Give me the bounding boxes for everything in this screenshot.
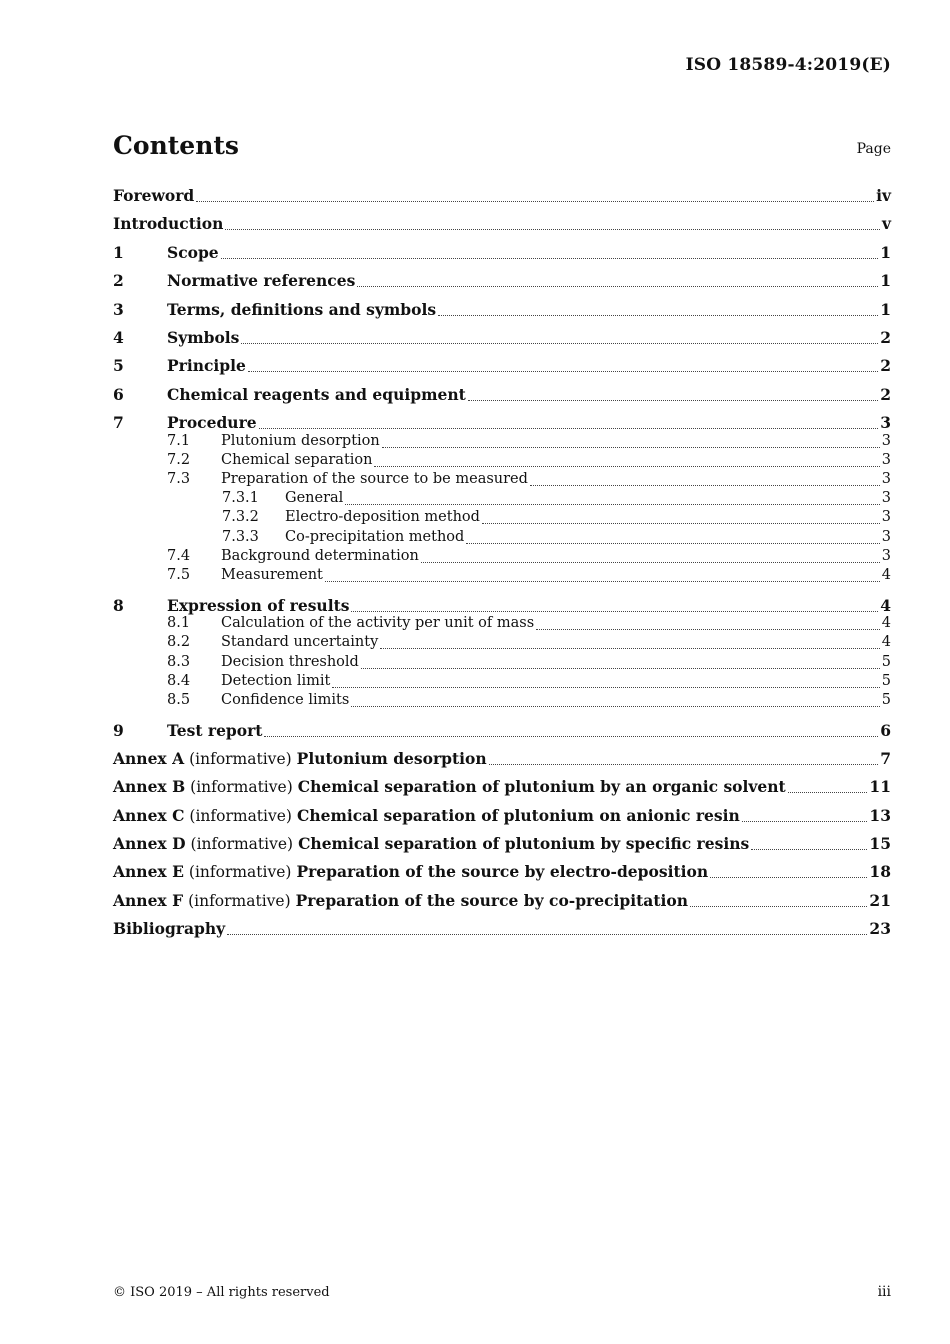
toc-entry-7-2[interactable]: [113, 452, 891, 471]
toc-title: Test report: [167, 721, 263, 740]
dot-leader: [357, 286, 878, 287]
dot-leader: [374, 466, 879, 467]
toc-entry-8-3[interactable]: [113, 654, 891, 673]
dot-leader: [530, 485, 880, 486]
toc-title: Principle: [167, 356, 246, 375]
dot-leader: [421, 562, 880, 563]
dot-leader: [742, 821, 868, 822]
toc-entry-annex-d[interactable]: [113, 834, 891, 854]
toc-page: 23: [869, 919, 891, 938]
toc-title: Procedure: [167, 413, 257, 432]
toc-page: 3: [881, 529, 891, 545]
toc-title: Preparation of the source to be measured: [221, 471, 528, 487]
annex-informative: (informative): [188, 863, 292, 881]
toc-page: 1: [880, 300, 891, 319]
annex-label: Annex A: [113, 749, 185, 768]
toc-title: Co-precipitation method: [285, 529, 465, 545]
toc-entry-7-3-1[interactable]: [113, 490, 891, 509]
toc-title: Chemical separation of plutonium on anionic resin: [296, 806, 740, 825]
toc-title: Symbols: [167, 328, 240, 347]
annex-label: Annex C: [113, 806, 185, 825]
toc-entry-normative-references[interactable]: [113, 271, 891, 291]
toc-page: v: [881, 214, 891, 233]
toc-entry-annex-c[interactable]: [113, 806, 891, 826]
toc-page: 3: [881, 490, 891, 506]
toc-entry-scope[interactable]: [113, 243, 891, 263]
dot-leader: [332, 687, 879, 688]
toc-number: 8.3: [167, 654, 191, 670]
annex-label: Annex D: [113, 834, 186, 853]
toc-entry-introduction[interactable]: [113, 214, 891, 234]
toc-number: 8.4: [167, 673, 191, 689]
toc-entry-bibliography[interactable]: [113, 919, 891, 939]
toc-number: 8.5: [167, 692, 191, 708]
toc-page: 3: [880, 413, 891, 432]
toc-entry-7-4[interactable]: [113, 548, 891, 567]
dot-leader: [751, 849, 867, 850]
toc-number: 9: [113, 721, 124, 740]
dot-leader: [345, 504, 879, 505]
toc-page: 4: [881, 615, 891, 631]
dot-leader: [788, 792, 868, 793]
dot-leader: [482, 523, 880, 524]
toc-title: Introduction: [113, 214, 224, 233]
toc-entry-7-1[interactable]: [113, 433, 891, 452]
footer-copyright: © ISO 2019 – All rights reserved: [113, 1285, 330, 1300]
toc-number: 7.3: [167, 471, 191, 487]
toc-number: 1: [113, 243, 124, 262]
toc-number: 5: [113, 356, 124, 375]
toc-number: 3: [113, 300, 124, 319]
toc-number: 8: [113, 596, 124, 615]
toc-entry-annex-a[interactable]: [113, 749, 891, 769]
toc-page: 3: [881, 433, 891, 449]
toc-page: 21: [869, 891, 891, 910]
dot-leader: [196, 201, 874, 202]
dot-leader: [248, 371, 878, 372]
annex-label: Annex E: [113, 862, 184, 881]
toc-title: Confidence limits: [221, 692, 350, 708]
toc-entry-8-5[interactable]: [113, 692, 891, 711]
toc-title: Electro-deposition method: [285, 509, 480, 525]
dot-leader: [259, 428, 879, 429]
dot-leader: [710, 877, 867, 878]
dot-leader: [536, 629, 880, 630]
annex-informative: (informative): [189, 807, 292, 825]
toc-entry-expression-of-results[interactable]: [113, 596, 891, 616]
contents-heading: Contents: [113, 131, 240, 160]
dot-leader: [227, 934, 867, 935]
toc-page: 2: [880, 328, 891, 347]
toc-number: 8.2: [167, 634, 191, 650]
dot-leader: [438, 315, 878, 316]
toc-number: 7.3.2: [222, 509, 259, 525]
toc-page: 4: [881, 567, 891, 583]
annex-informative: (informative): [188, 892, 291, 910]
dot-leader: [489, 764, 879, 765]
toc-page: 1: [880, 243, 891, 262]
annex-informative: (informative): [190, 778, 293, 796]
toc-page: 2: [880, 385, 891, 404]
toc-title: Measurement: [221, 567, 323, 583]
toc-entry-test-report[interactable]: [113, 721, 891, 741]
dot-leader: [264, 736, 878, 737]
toc-entry-8-2[interactable]: [113, 634, 891, 653]
toc-entry-annex-e[interactable]: [113, 862, 891, 882]
toc-title: Background determination: [221, 548, 419, 564]
toc-page: 11: [869, 777, 891, 796]
toc-number: 7.3.3: [222, 529, 259, 545]
toc-page: 13: [869, 806, 891, 825]
toc-title: Terms, definitions and symbols: [167, 300, 437, 319]
dot-leader: [351, 706, 879, 707]
toc-title: Decision threshold: [221, 654, 359, 670]
toc-title: Plutonium desorption: [221, 433, 380, 449]
annex-label: Annex F: [113, 891, 184, 910]
toc-title: Expression of results: [167, 596, 350, 615]
toc-entry-7-5[interactable]: [113, 567, 891, 586]
toc-title: General: [285, 490, 344, 506]
dot-leader: [351, 611, 878, 612]
toc-page: 5: [881, 692, 891, 708]
toc-page: 7: [880, 749, 891, 768]
toc-page: 2: [880, 356, 891, 375]
dot-leader: [225, 229, 880, 230]
footer-page-number: iii: [877, 1284, 891, 1300]
toc-entry-principle[interactable]: [113, 356, 891, 376]
toc-page: 4: [880, 596, 891, 615]
toc-number: 7.4: [167, 548, 191, 564]
toc-page: 5: [881, 654, 891, 670]
dot-leader: [690, 906, 867, 907]
toc-page: 6: [880, 721, 891, 740]
toc-entry-7-3[interactable]: [113, 471, 891, 490]
toc-page: 1: [880, 271, 891, 290]
toc-entry-chemical-reagents[interactable]: [113, 385, 891, 405]
toc-title: Foreword: [113, 186, 195, 205]
annex-informative: (informative): [189, 750, 292, 768]
dot-leader: [466, 543, 879, 544]
toc-page: 18: [869, 862, 891, 881]
toc-entry-8-4[interactable]: [113, 673, 891, 692]
toc-number: 6: [113, 385, 124, 404]
toc-entry-8-1[interactable]: [113, 615, 891, 634]
toc-number: 8.1: [167, 615, 191, 631]
toc-entry-symbols[interactable]: [113, 328, 891, 348]
dot-leader: [241, 343, 878, 344]
toc-entry-foreword[interactable]: [113, 186, 891, 206]
toc-number: 4: [113, 328, 124, 347]
toc-page: iv: [876, 186, 891, 205]
dot-leader: [221, 258, 879, 259]
toc-number: 7.3.1: [222, 490, 259, 506]
toc-title: Standard uncertainty: [221, 634, 379, 650]
toc-entry-annex-f[interactable]: [113, 891, 891, 911]
toc-title: Calculation of the activity per unit of mass: [221, 615, 535, 631]
toc-title: Detection limit: [221, 673, 331, 689]
toc-entry-terms[interactable]: [113, 300, 891, 320]
toc-title: Chemical separation: [221, 452, 373, 468]
toc-title: Chemical reagents and equipment: [167, 385, 466, 404]
toc-page: 5: [881, 673, 891, 689]
toc-title: Preparation of the source by co-precipitation: [295, 891, 688, 910]
toc-page: 4: [881, 634, 891, 650]
toc-title: Normative references: [167, 271, 356, 290]
toc-title: Scope: [167, 243, 219, 262]
dot-leader: [468, 400, 878, 401]
toc-entry-procedure[interactable]: [113, 413, 891, 433]
toc-page: 3: [881, 509, 891, 525]
page-column-label: Page: [856, 141, 891, 157]
toc-page: 3: [881, 471, 891, 487]
dot-leader: [380, 648, 879, 649]
annex-label: Annex B: [113, 777, 186, 796]
toc-page: 15: [869, 834, 891, 853]
dot-leader: [382, 447, 880, 448]
toc-entry-7-3-2[interactable]: [113, 509, 891, 528]
dot-leader: [361, 668, 880, 669]
dot-leader: [325, 581, 880, 582]
toc-number: 2: [113, 271, 124, 290]
toc-title: Chemical separation of plutonium by an organic solvent: [297, 777, 786, 796]
toc-number: 7: [113, 413, 124, 432]
document-id: ISO 18589-4:2019(E): [685, 55, 891, 75]
toc-title: Chemical separation of plutonium by specific resins: [298, 834, 750, 853]
toc-title: Bibliography: [113, 919, 226, 938]
toc-title: Plutonium desorption: [296, 749, 487, 768]
toc-page: 3: [881, 452, 891, 468]
toc-number: 7.5: [167, 567, 191, 583]
toc-entry-annex-b[interactable]: [113, 777, 891, 797]
toc-number: 7.1: [167, 433, 191, 449]
toc-entry-7-3-3[interactable]: [113, 529, 891, 548]
toc-title: Preparation of the source by electro-deposition: [296, 862, 709, 881]
toc-page: 3: [881, 548, 891, 564]
annex-informative: (informative): [190, 835, 294, 853]
toc-number: 7.2: [167, 452, 191, 468]
